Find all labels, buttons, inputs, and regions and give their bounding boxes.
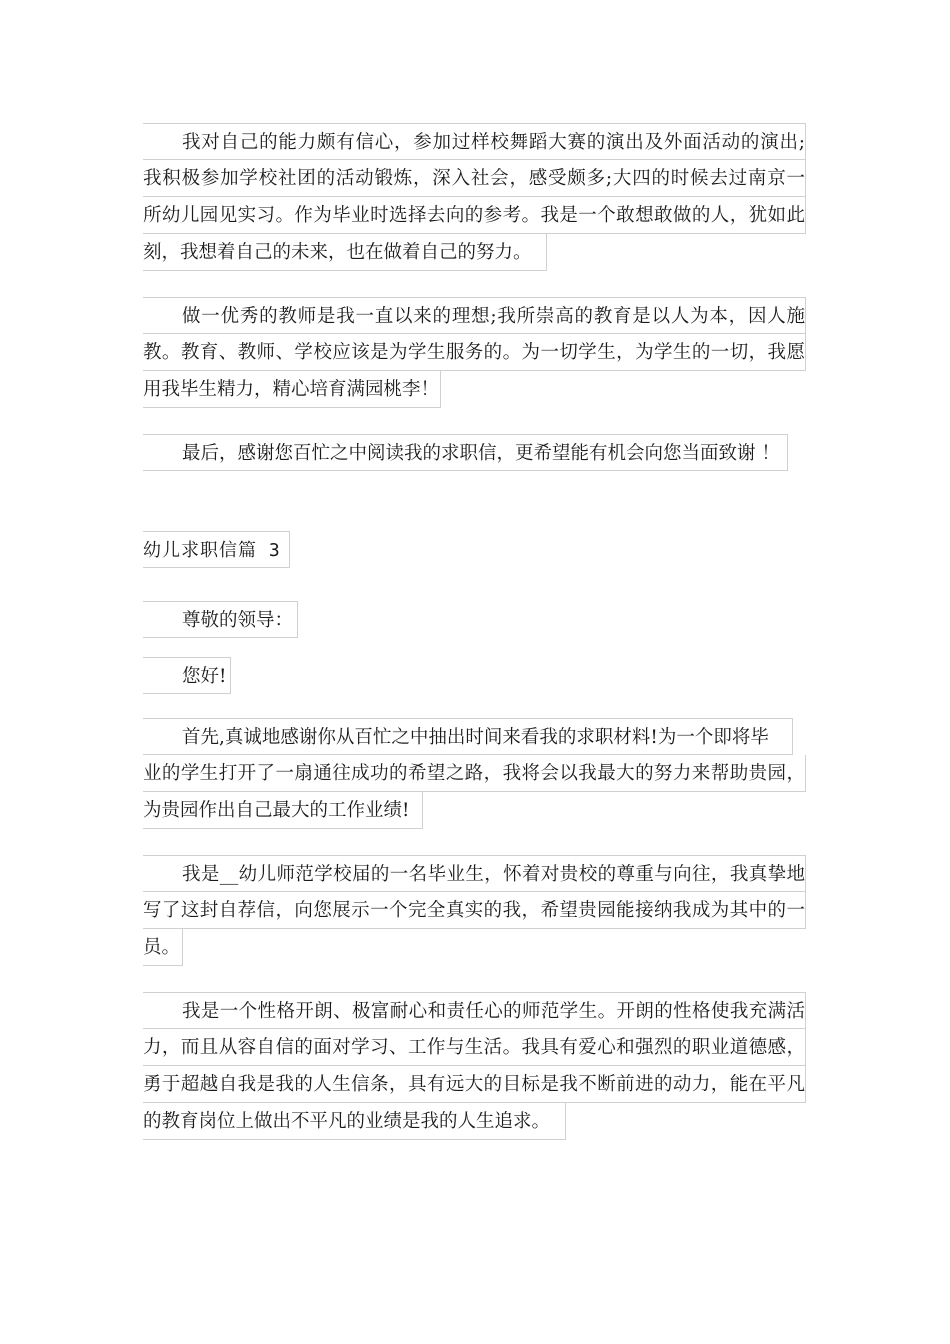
para4-line-3: 为贵园作出自己最大的工作业绩!: [143, 792, 423, 829]
para2-line-1: 做一优秀的教师是我一直以来的理想;我所崇高的教育是以人为本，因人施: [143, 297, 806, 334]
para4-line-1: 首先,真诚地感谢你从百忙之中抽出时间来看我的求职材料!为一个即将毕: [143, 718, 793, 755]
para2-line-3: 用我毕生精力，精心培育满园桃李！: [143, 371, 441, 408]
salutation: 尊敬的领导：: [143, 601, 298, 638]
para3-line-1: 最后，感谢您百忙之中阅读我的求职信，更希望能有机会向您当面致谢 ！: [143, 434, 788, 471]
para1-line-3: 所幼儿园见实习。作为毕业时选择去向的参考。我是一个敢想敢做的人，犹如此: [143, 197, 806, 234]
para6-line-2: 力，而且从容自信的面对学习、工作与生活。我具有爱心和强烈的职业道德感，: [143, 1029, 806, 1066]
para2-line-2: 教。教育、教师、学校应该是为学生服务的。为一切学生，为学生的一切，我愿: [143, 334, 806, 371]
para5-line-2: 写了这封自荐信，向您展示一个完全真实的我，希望贵园能接纳我成为其中的一: [143, 892, 806, 929]
para6-line-1: 我是一个性格开朗、极富耐心和责任心的师范学生。开朗的性格使我充满活: [143, 992, 806, 1029]
section-heading: 幼儿求职信篇 3: [143, 531, 290, 568]
para6-line-3: 勇于超越自我是我的人生信条，具有远大的目标是我不断前进的动力，能在平凡: [143, 1066, 806, 1103]
para4-line-2: 业的学生打开了一扇通往成功的希望之路，我将会以我最大的努力来帮助贵园，: [143, 755, 806, 792]
para1-line-4: 刻，我想着自己的未来，也在做着自己的努力。: [143, 234, 547, 271]
para6-line-4: 的教育岗位上做出不平凡的业绩是我的人生追求。: [143, 1103, 566, 1140]
para1-line-1: 我对自己的能力颇有信心，参加过样校舞蹈大赛的演出及外面活动的演出;: [143, 123, 806, 160]
greeting: 您好!: [143, 657, 231, 694]
para5-line-3: 员。: [143, 929, 183, 966]
para5-line-1: 我是__幼儿师范学校届的一名毕业生，怀着对贵校的尊重与向往，我真挚地: [143, 855, 806, 892]
para1-line-2: 我积极参加学校社团的活动锻炼，深入社会，感受颇多;大四的时候去过南京一: [143, 160, 806, 197]
